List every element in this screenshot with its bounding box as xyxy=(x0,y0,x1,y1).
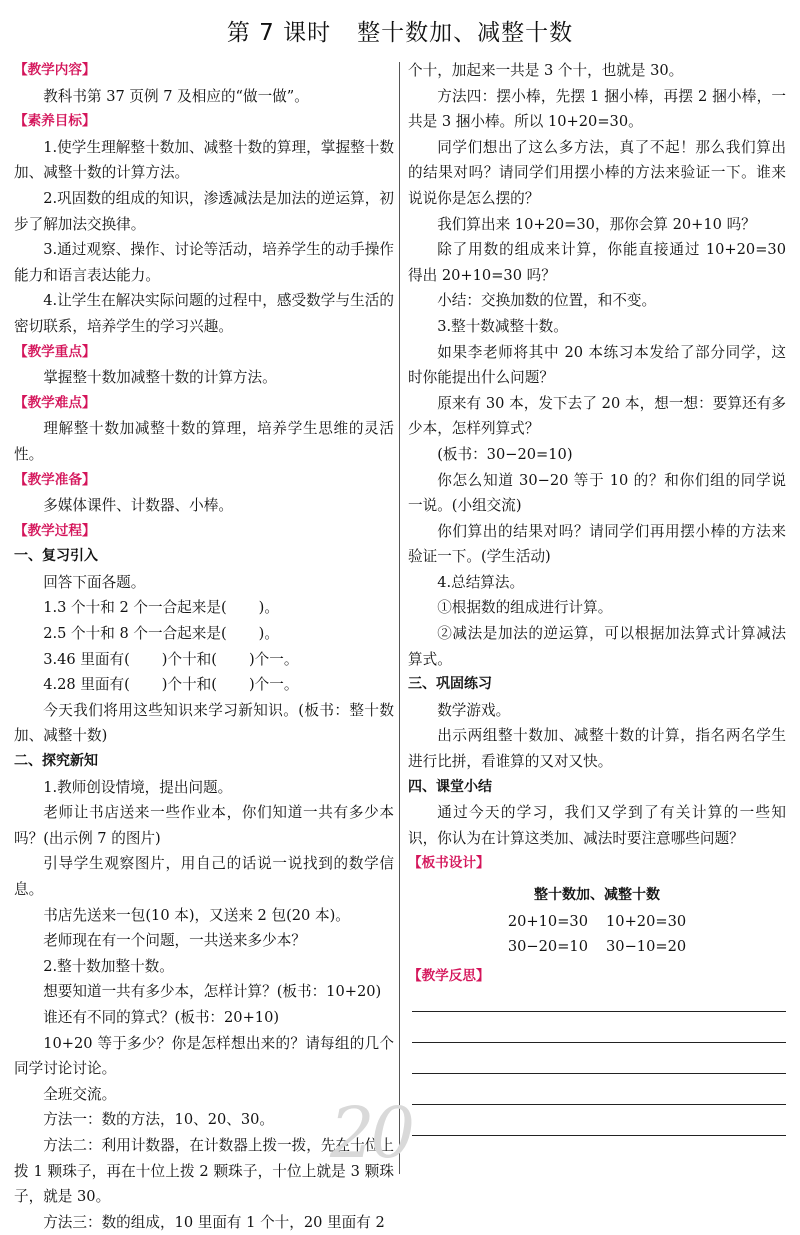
paragraph: 你们算出的结果对吗？请同学们再用摆小棒的方法来验证一下。(学生活动) xyxy=(408,522,786,566)
paragraph: 4.总结算法。 xyxy=(437,573,525,591)
paragraph: 方法二：利用计数器，在计数器上拨一拨，先在十位上拨 1 颗珠子，再在十位上拨 2 颗珠子，十位上就是 3 颗珠子，就是 30。 xyxy=(14,1136,394,1206)
goal-3: 3.通过观察、操作、讨论等活动，培养学生的动手操作能力和语言表达能力。 xyxy=(14,241,394,284)
review-conclusion: 今天我们将用这些知识来学习新知识。(板书：整十数加、减整十数) xyxy=(14,701,394,745)
paragraph: 10+20 等于多少？你是怎样想出来的？请每组的几个同学讨论讨论。 xyxy=(14,1034,394,1078)
section-heading-4: 四、课堂小结 xyxy=(408,778,492,795)
paragraph: 方法四：摆小棒，先摆 1 捆小棒，再摆 2 捆小棒，一共是 3 捆小棒。所以 10+20=30。 xyxy=(408,87,786,131)
paragraph: ②减法是加法的逆运算，可以根据加法算式计算减法算式。 xyxy=(408,625,786,668)
paragraph: 老师现在有一个问题，一共送来多少本？ xyxy=(43,932,306,950)
board-row-subtract xyxy=(408,934,786,960)
page-title xyxy=(0,14,800,47)
paragraph: 小结：交换加数的位置，和不变。 xyxy=(437,292,657,310)
paragraph: 谁还有不同的算式？(板书：20+10) xyxy=(43,1008,280,1026)
paragraph: 我们算出来 10+20=30，那你会算 20+10 吗？ xyxy=(437,215,756,233)
page-number: 20 xyxy=(330,1092,412,1174)
paragraph: 你怎么知道 30−20 等于 10 的？和你们组的同学说一说。(小组交流) xyxy=(408,471,786,515)
section-heading-2: 二、探究新知 xyxy=(14,753,98,770)
preparation-tag: 【教学准备】 xyxy=(14,471,96,488)
reflection-tag: 【教学反思】 xyxy=(408,967,490,984)
goals-tag: 【素养目标】 xyxy=(14,113,96,130)
board-equation: 20+10=30 xyxy=(507,912,588,930)
paragraph: 出示两组整十数加、减整十数的计算，指名两名学生进行比拼，看谁算的又对又快。 xyxy=(408,727,786,771)
goal-2: 2.巩固数的组成的知识，渗透减法是加法的逆运算，初步了解加法交换律。 xyxy=(14,189,394,233)
paragraph: (板书：30−20=10) xyxy=(437,445,573,463)
paragraph: 1.教师创设情境，提出问题。 xyxy=(43,778,233,796)
paragraph: 数学游戏。 xyxy=(437,701,511,719)
process-tag: 【教学过程】 xyxy=(14,522,96,539)
paragraph: 原来有 30 本，发下去了 20 本，想一想：要算还有多少本，怎样列算式？ xyxy=(408,394,786,438)
paragraph: ①根据数的组成进行计算。 xyxy=(437,599,613,617)
right-column xyxy=(408,58,786,1136)
preparation-text: 多媒体课件、计数器、小棒。 xyxy=(43,497,233,515)
paragraph: 引导学生观察图片，用自己的话说一说找到的数学信息。 xyxy=(14,855,394,898)
difficulty-text: 理解整十数加减整十数的算理，培养学生思维的灵活性。 xyxy=(14,420,394,463)
column-divider xyxy=(399,62,400,1174)
board-equation: 10+20=30 xyxy=(606,912,687,930)
content-text: 教科书第 37 页例 7 及相应的“做一做”。 xyxy=(43,87,309,105)
key-tag: 【教学重点】 xyxy=(14,343,96,360)
goal-1: 1.使学生理解整十数加、减整十数的算理，掌握整十数加、减整十数的计算方法。 xyxy=(14,138,394,182)
board-equation: 30−20=10 xyxy=(507,938,588,956)
paragraph: 方法一：数的方法，10、20、30。 xyxy=(43,1111,275,1129)
lesson-number: 第 7 课时 xyxy=(226,20,332,46)
paragraph: 全班交流。 xyxy=(43,1085,117,1103)
left-column xyxy=(14,58,394,1235)
writing-line xyxy=(412,1135,786,1136)
board-design-tag: 【板书设计】 xyxy=(408,855,490,872)
paragraph: 个十，加起来一共是 3 个十，也就是 30。 xyxy=(408,62,684,79)
section-heading-1: 一、复习引入 xyxy=(14,548,98,565)
review-question-1: 1.3 个十和 2 个一合起来是( )。 xyxy=(43,599,279,617)
paragraph: 老师让书店送来一些作业本，你们知道一共有多少本吗？(出示例 7 的图片) xyxy=(14,804,394,847)
section-heading-3: 三、巩固练习 xyxy=(408,676,492,693)
paragraph: 想要知道一共有多少本，怎样计算？(板书：10+20) xyxy=(43,983,382,1001)
goal-4: 4.让学生在解决实际问题的过程中，感受数学与生活的密切联系，培养学生的学习兴趣。 xyxy=(14,292,394,335)
review-question-2: 2.5 个十和 8 个一合起来是( )。 xyxy=(43,625,279,643)
review-intro: 回答下面各题。 xyxy=(43,573,146,591)
lesson-topic: 整十数加、减整十数 xyxy=(357,20,574,46)
key-text: 掌握整十数加减整十数的计算方法。 xyxy=(43,369,277,387)
board-equation: 30−10=20 xyxy=(606,938,687,956)
board-row-add xyxy=(408,909,786,935)
paragraph: 如果李老师将其中 20 本练习本发给了部分同学，这时你能提出什么问题？ xyxy=(408,343,786,387)
content-tag: 【教学内容】 xyxy=(14,62,96,78)
paragraph: 同学们想出了这么多方法，真了不起！那么我们算出的结果对吗？请同学们用摆小棒的方法来验证一下。谁来说说你是怎么摆的？ xyxy=(408,138,786,207)
paragraph: 3.整十数减整十数。 xyxy=(437,317,568,335)
paragraph: 除了用数的组成来计算，你能直接通过 10+20=30 得出 20+10=30 吗？ xyxy=(408,241,786,284)
board-title: 整十数加、减整十数 xyxy=(534,887,660,903)
paragraph: 通过今天的学习，我们又学到了有关计算的一些知识，你认为在计算这类加、减法时要注意哪些问题？ xyxy=(408,804,786,847)
paragraph: 书店先送来一包(10 本)，又送来 2 包(20 本)。 xyxy=(43,906,350,924)
paragraph: 方法三：数的组成，10 里面有 1 个十，20 里面有 2 xyxy=(43,1213,385,1231)
difficulty-tag: 【教学难点】 xyxy=(14,394,96,411)
paragraph: 2.整十数加整十数。 xyxy=(43,957,174,975)
review-question-3: 3.46 里面有( )个十和( )个一。 xyxy=(43,650,299,668)
review-question-4: 4.28 里面有( )个十和( )个一。 xyxy=(43,676,299,694)
